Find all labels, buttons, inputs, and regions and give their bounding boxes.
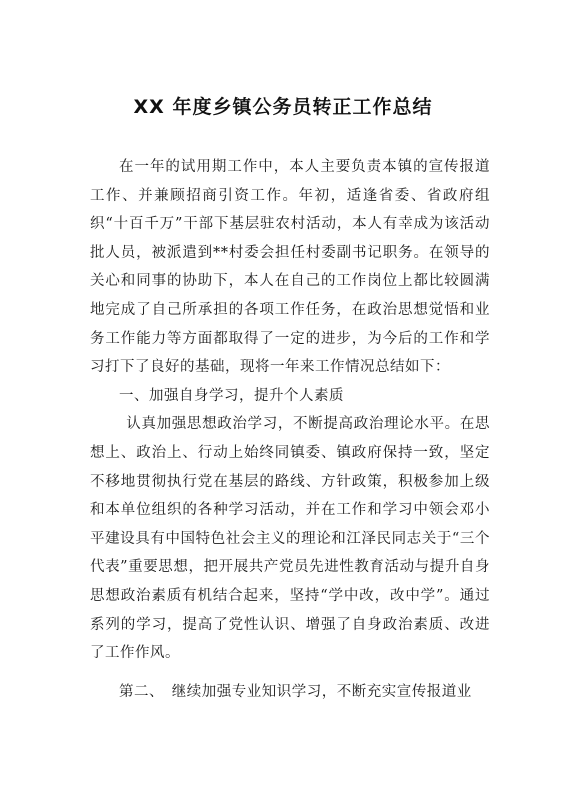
study-paragraph: 认真加强思想政治学习，不断提高政治理论水平。在思想上、政治上、行动上始终同镇委、镇政府保持一致，坚定不移地贯彻执行党在基层的路线、方针政策，积极参加上级和本单位组织的各种学习活动，并在工作和学习中领会邓小平建设具有中国特色社会主义的理论和江泽民同志关于“三个代表”重要思想，把开展共产党员先进性教育活动与提升自身思想政治素质有机结合起来，坚持“学中改，改中学”。通过系列的学习，提高了党性认识、增强了自身政治素质、改进了工作作风。: [90, 416, 490, 662]
section-heading-2: 第二、 继续加强专业知识学习，不断充实宣传报道业: [119, 683, 472, 700]
document-body: [90, 153, 490, 706]
intro-paragraph: 在一年的试用期工作中，本人主要负责本镇的宣传报道工作、并兼顾招商引资工作。年初，适逢省委、省政府组织“十百千万”干部下基层驻农村活动，本人有幸成为该活动批人员，被派遣到**村委会担任村委副书记职务。在领导的关心和同事的协助下，本人在自己的工作岗位上都比较圆满地完成了自己所承担的各项工作任务，在政治思想觉悟和业务工作能力等方面都取得了一定的进步，为今后的工作和学习打下了良好的基础，现将一年来工作情况总结如下：: [90, 159, 490, 376]
section-heading-1: 一、加强自身学习，提升个人素质: [119, 387, 344, 404]
document-title: XX 年度乡镇公务员转正工作总结: [133, 96, 433, 118]
